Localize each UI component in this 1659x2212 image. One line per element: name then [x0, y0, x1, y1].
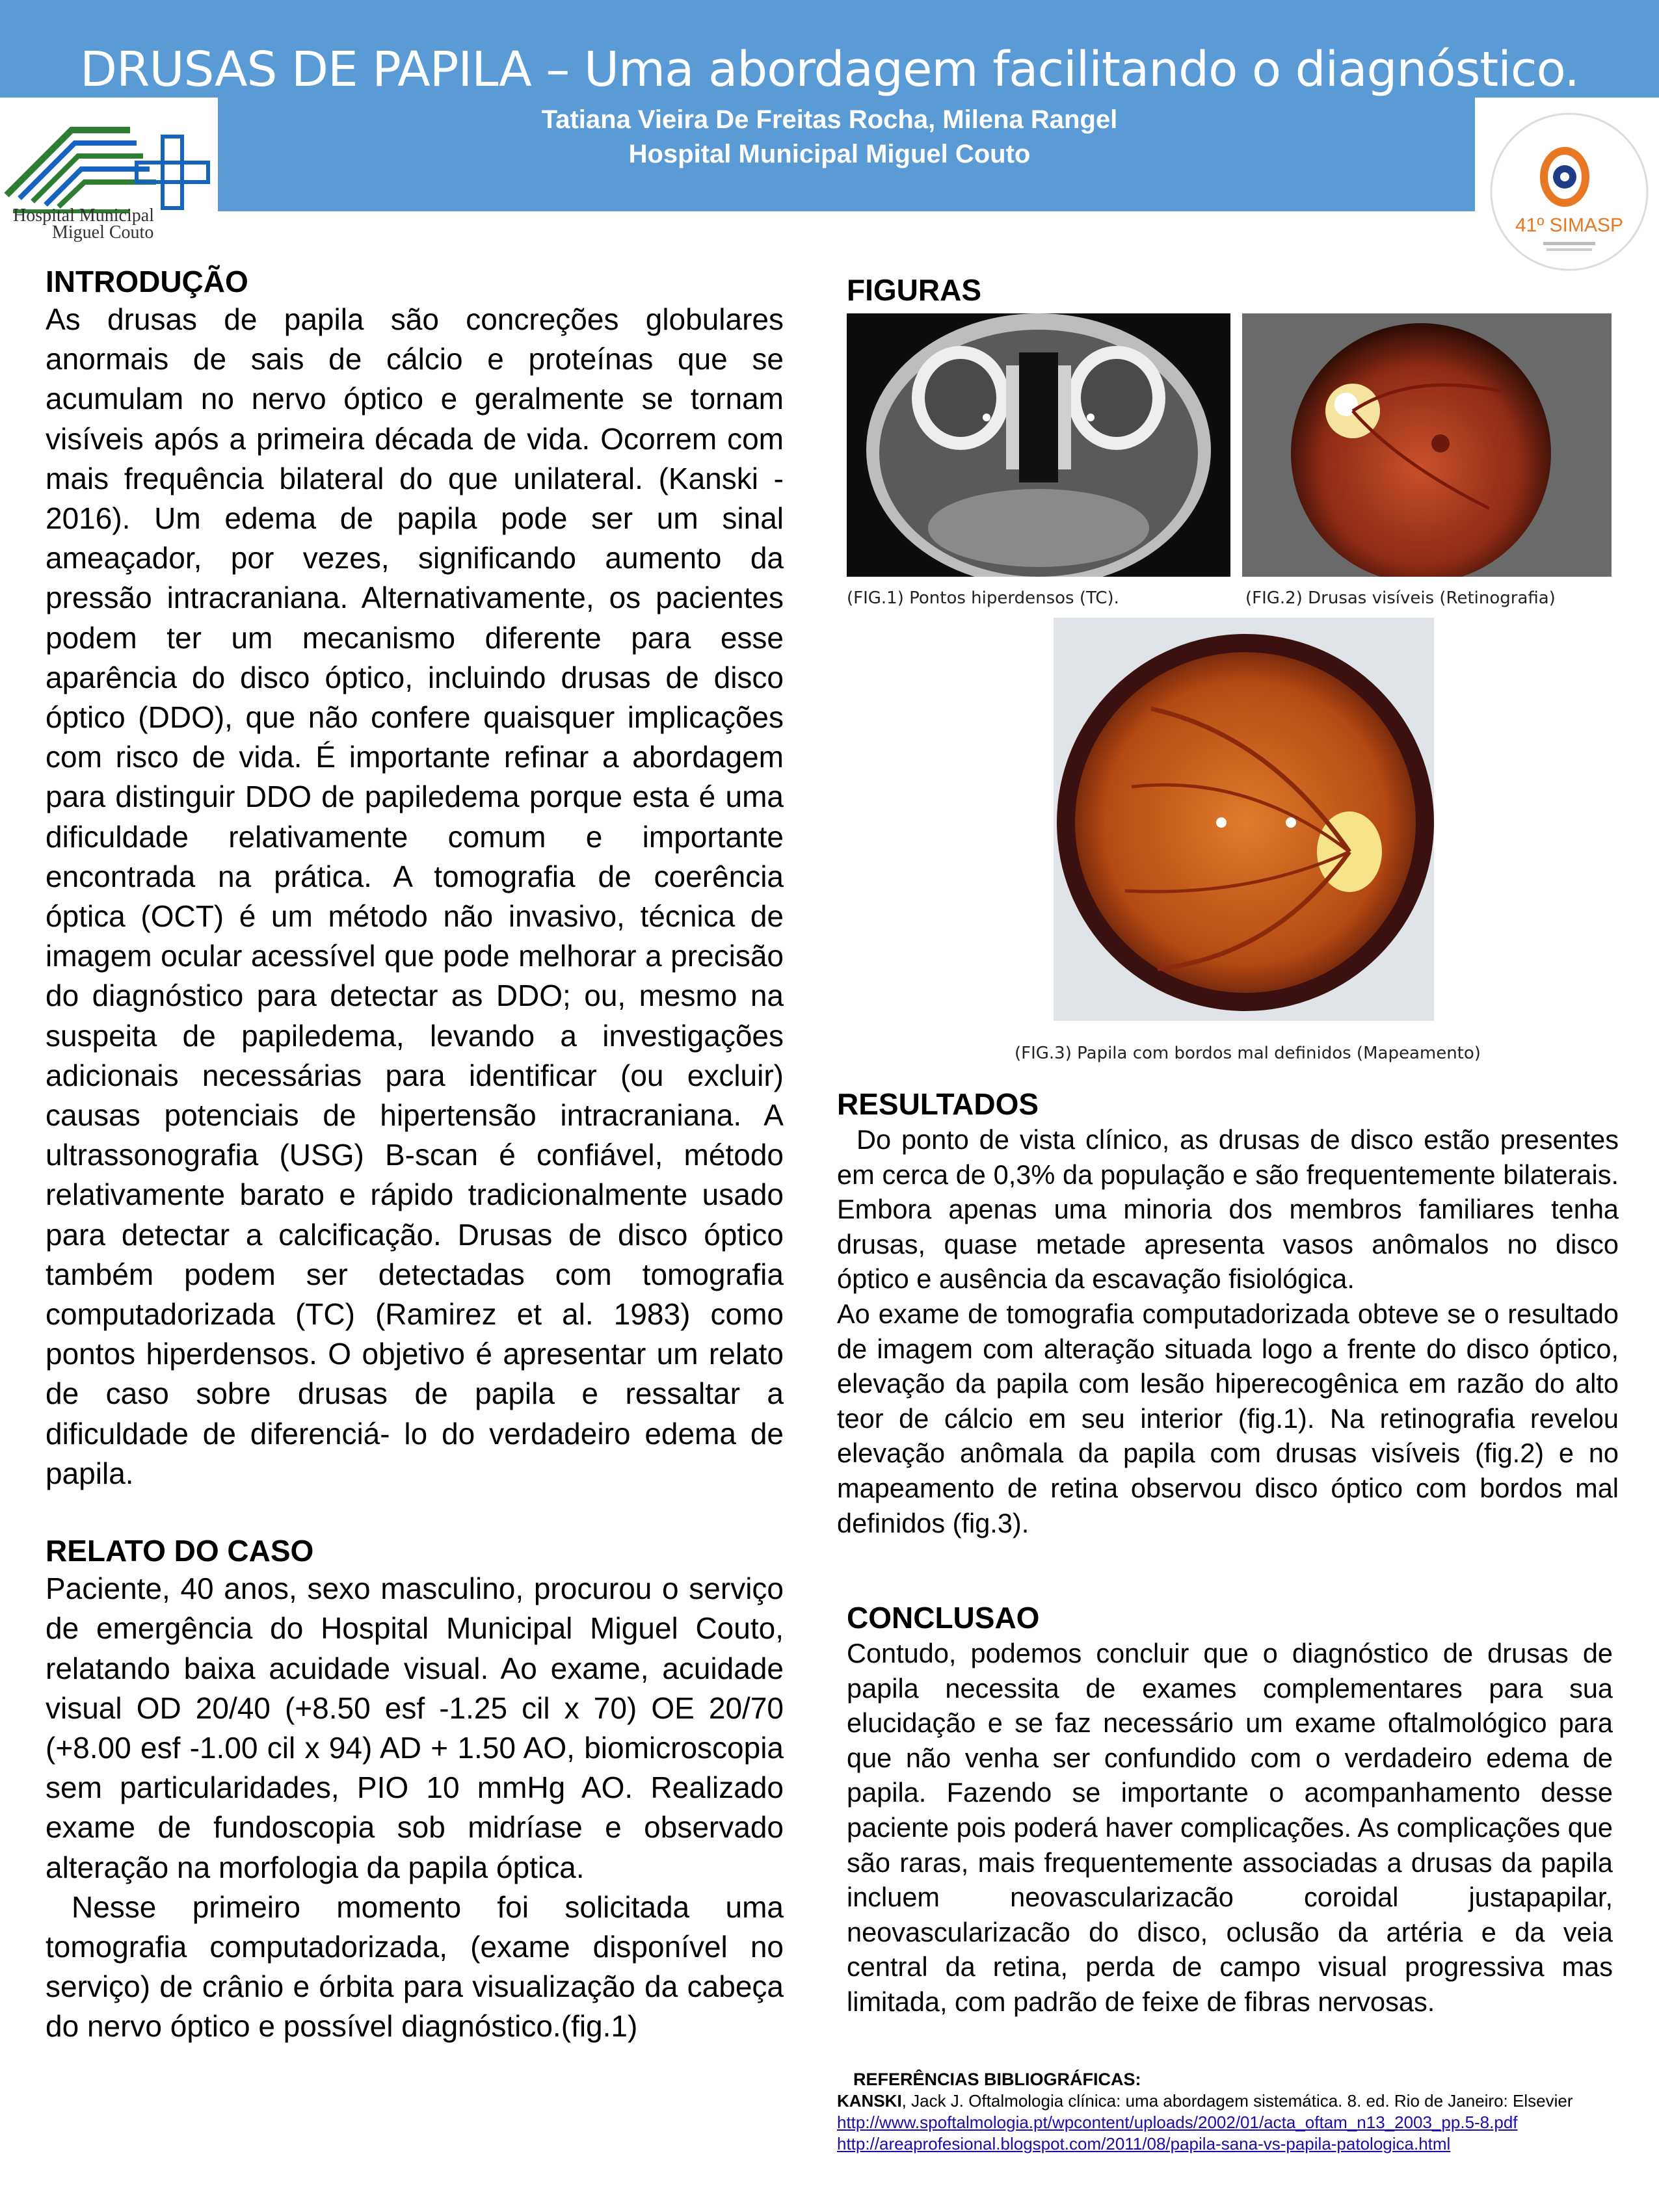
case-text-1: Paciente, 40 anos, sexo masculino, procurou o serviço de emergência do Hospital Municipal Miguel Couto, relatando baixa acuidade visual. Ao exame, acuidade visual OD 20/40 (+8.50 esf -1.25 cil x 70) OE 20/70 (+8.00 esf -1.00 cil x 94) AD + 1.50 AO, biomicroscopia sem particularidades, PIO 10 mmHg AO. Realizado exame de fundoscopia sob midríase e observado alteração na morfologia da papila óptica.	[46, 1572, 784, 1884]
fig3-caption: (FIG.3) Papila com bordos mal definidos (Mapeamento)	[1015, 1044, 1481, 1063]
results-text-1: Do ponto de vista clínico, as drusas de disco estão presentes em cerca de 0,3% da população e são frequentemente bilaterais. Embora apenas uma minoria dos membros familiares tenha drusas, quase metade apresenta vasos anômalos no disco óptico e ausência da escavação fisiológica.	[837, 1124, 1619, 1295]
simasp-logo	[1475, 98, 1659, 293]
left-column	[46, 263, 784, 2047]
fig2-caption: (FIG.2) Drusas visíveis (Retinografia)	[1245, 588, 1556, 608]
results-section	[837, 1086, 1619, 1540]
logo-text-line1: Hospital Municipal	[13, 205, 154, 226]
poster-title: DRUSAS DE PAPILA – Uma abordagem facilitando o diagnóstico.	[79, 42, 1580, 98]
fig1-caption: (FIG.1) Pontos hiperdensos (TC).	[847, 588, 1119, 608]
case-text-2: Nesse primeiro momento foi solicitada uma tomografia computadorizada, (exame disponível no serviço) de crânio e órbita para visualização da cabeça do nervo óptico e possível diagnóstico.(fig.1)	[46, 1889, 784, 2044]
institution: Hospital Municipal Miguel Couto	[628, 140, 1031, 168]
conclusion-heading: CONCLUSAO	[847, 1601, 1040, 1635]
fig3-fundus-mapping	[1054, 618, 1434, 1021]
reference-1	[837, 2090, 1627, 2112]
intro-text: As drusas de papila são concreções globulares anormais de sais de cálcio e proteínas que se acumulam no nervo óptico e geralmente se tornam visíveis após a primeira década de vida. Ocorrem com mais frequência bilateral do que unilateral. (Kanski - 2016). Um edema de papila pode ser um sinal ameaçador, por vezes, significando aumento da pressão intracraniana. Alternativamente, os pacientes podem ter um mecanismo diferente para esse aparência do disco óptico, incluindo drusas de disco óptico (DDO), que não confere quaisquer implicações com risco de vida. É importante refinar a abordagem para distinguir DDO de papiledema porque esta é uma dificuldade relativamente comum e importante encontrada na prática. A tomografia de coerência óptica (OCT) é um método não invasivo, técnica de imagem ocular acessível que pode melhorar a precisão do diagnóstico para detectar as DDO; ou, mesmo na suspeita de papiledema, levando a investigações adicionais necessárias para identificar (ou excluir) causas potenciais de hipertensão intracraniana. A ultrassonografia (USG) B-scan é confiável, método relativamente barato e rápido tradicionalmente usado para detectar a calcificação. Drusas de disco óptico também podem ser detectadas com tomografia computadorizada (TC) (Ramirez et al. 1983) como pontos hiperdensos. O objetivo é apresentar um relato de caso sobre drusas de papila e ressaltar a dificuldade de diferenciá- lo do verdadeiro edema de papila.	[46, 302, 784, 1490]
logo-text-line2: Miguel Couto	[52, 222, 154, 243]
reference-1-author: KANSKI	[837, 2091, 902, 2111]
references-section	[837, 2069, 1627, 2155]
figures-heading: FIGURAS	[847, 273, 981, 307]
results-text-2: Ao exame de tomografia computadorizada obteve se o resultado de imagem com alteração situada logo a frente do disco óptico, elevação da papila com lesão hiperecogênica em razão do alto teor de cálcio em seu interior (fig.1). Na retinografia revelou elevação anômala da papila com drusas visíveis (fig.2) e no mapeamento de retina observou disco óptico com bordos mal definidos (fig.3).	[837, 1298, 1619, 1538]
reference-link-2[interactable]: http://areaprofesional.blogspot.com/2011/08/papila-sana-vs-papila-patologica.html	[837, 2134, 1451, 2153]
fig2-retinography	[1242, 313, 1612, 577]
conclusion-text: Contudo, podemos concluir que o diagnóstico de drusas de papila necessita de exames complementares para sua elucidação e se faz necessário um exame oftalmológico para que não venha ser confundido com o verdadeiro edema de papila. Fazendo se importante o acompanhamento desse paciente pois poderá haver complicações. As complicações que são raras, mais frequentemente associadas a drusas da papila incluem neovascularizacão coroidal justapapilar, neovascularizacão do disco, oclusão da artéria e da veia central da retina, perda de campo visual progressiva mas limitada, com padrão de feixe de fibras nervosas.	[847, 1638, 1613, 2017]
simasp-name: 41º SIMASP	[1515, 215, 1624, 236]
results-heading: RESULTADOS	[837, 1087, 1039, 1121]
reference-1-text: , Jack J. Oftalmologia clínica: uma abordagem sistemática. 8. ed. Rio de Janeiro: Elsevier	[901, 2091, 1573, 2111]
intro-heading: INTRODUÇÃO	[46, 265, 248, 298]
simasp-badge	[1475, 98, 1659, 293]
fig1-ct-scan	[847, 313, 1230, 577]
case-heading: RELATO DO CASO	[46, 1534, 314, 1568]
reference-link-1[interactable]: http://www.spoftalmologia.pt/wpcontent/uploads/2002/01/acta_oftam_n13_2003_pp.5-8.pdf	[837, 2113, 1518, 2132]
hospital-logo	[0, 98, 218, 244]
conclusion-section	[847, 1600, 1613, 2020]
authors: Tatiana Vieira De Freitas Rocha, Milena Rangel	[541, 105, 1118, 134]
references-heading: REFERÊNCIAS BIBLIOGRÁFICAS:	[853, 2070, 1141, 2089]
